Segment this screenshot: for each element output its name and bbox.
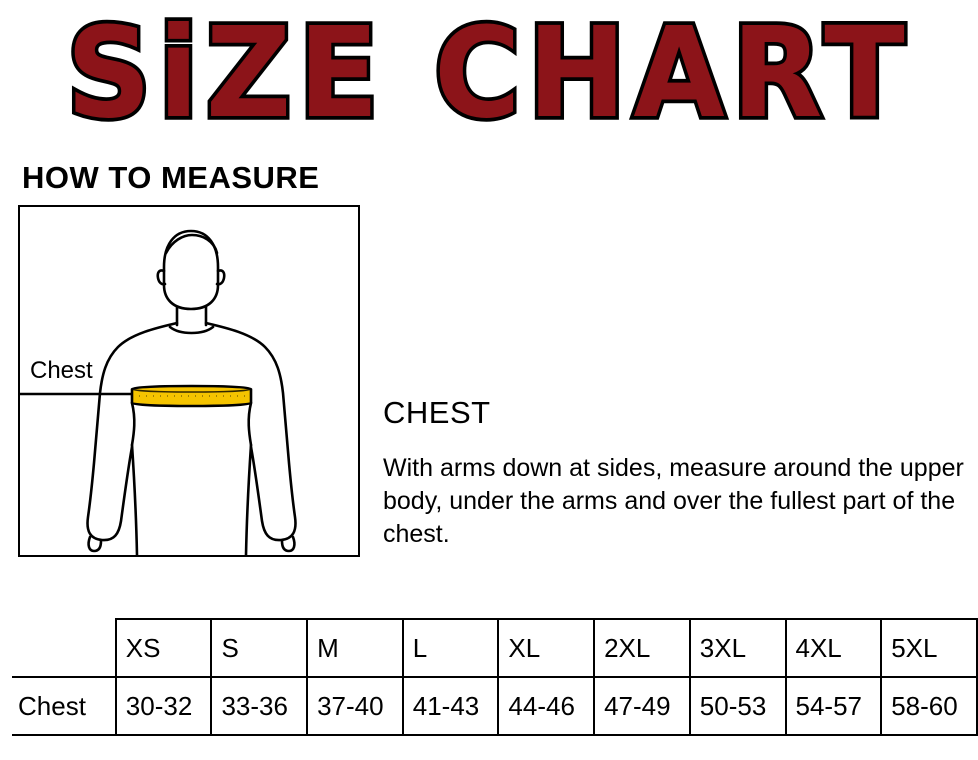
table-cell-chest-xl: 44-46	[498, 677, 594, 735]
page-title: SiZE CHART	[66, 0, 912, 146]
table-header-4xl: 4XL	[786, 619, 882, 677]
table-header-3xl: 3XL	[690, 619, 786, 677]
table-row	[12, 677, 977, 735]
table-header-m: M	[307, 619, 403, 677]
table-corner-cell	[12, 619, 116, 677]
table-header-l: L	[403, 619, 499, 677]
how-to-measure-heading: HOW TO MEASURE	[22, 160, 320, 195]
table-row-label-chest: Chest	[12, 677, 116, 735]
page-title-banner	[0, 0, 978, 145]
table-header-xs: XS	[116, 619, 212, 677]
table-cell-chest-s: 33-36	[211, 677, 307, 735]
table-header-xl: XL	[498, 619, 594, 677]
table-cell-chest-l: 41-43	[403, 677, 499, 735]
description-body: With arms down at sides, measure around the upper body, under the arms and over the fullest part of the chest.	[383, 454, 964, 548]
description-heading: CHEST	[383, 395, 491, 430]
table-cell-chest-5xl: 58-60	[881, 677, 977, 735]
table-cell-chest-xs: 30-32	[116, 677, 212, 735]
tape-measure-icon	[132, 386, 251, 406]
table-cell-chest-m: 37-40	[307, 677, 403, 735]
table-header-2xl: 2XL	[594, 619, 690, 677]
table-cell-chest-2xl: 47-49	[594, 677, 690, 735]
table-cell-chest-3xl: 50-53	[690, 677, 786, 735]
table-cell-chest-4xl: 54-57	[786, 677, 882, 735]
table-header-row	[12, 619, 977, 677]
table-header-s: S	[211, 619, 307, 677]
table-header-5xl: 5XL	[881, 619, 977, 677]
chest-callout-label: Chest	[30, 357, 93, 384]
size-chart-table	[12, 618, 978, 736]
